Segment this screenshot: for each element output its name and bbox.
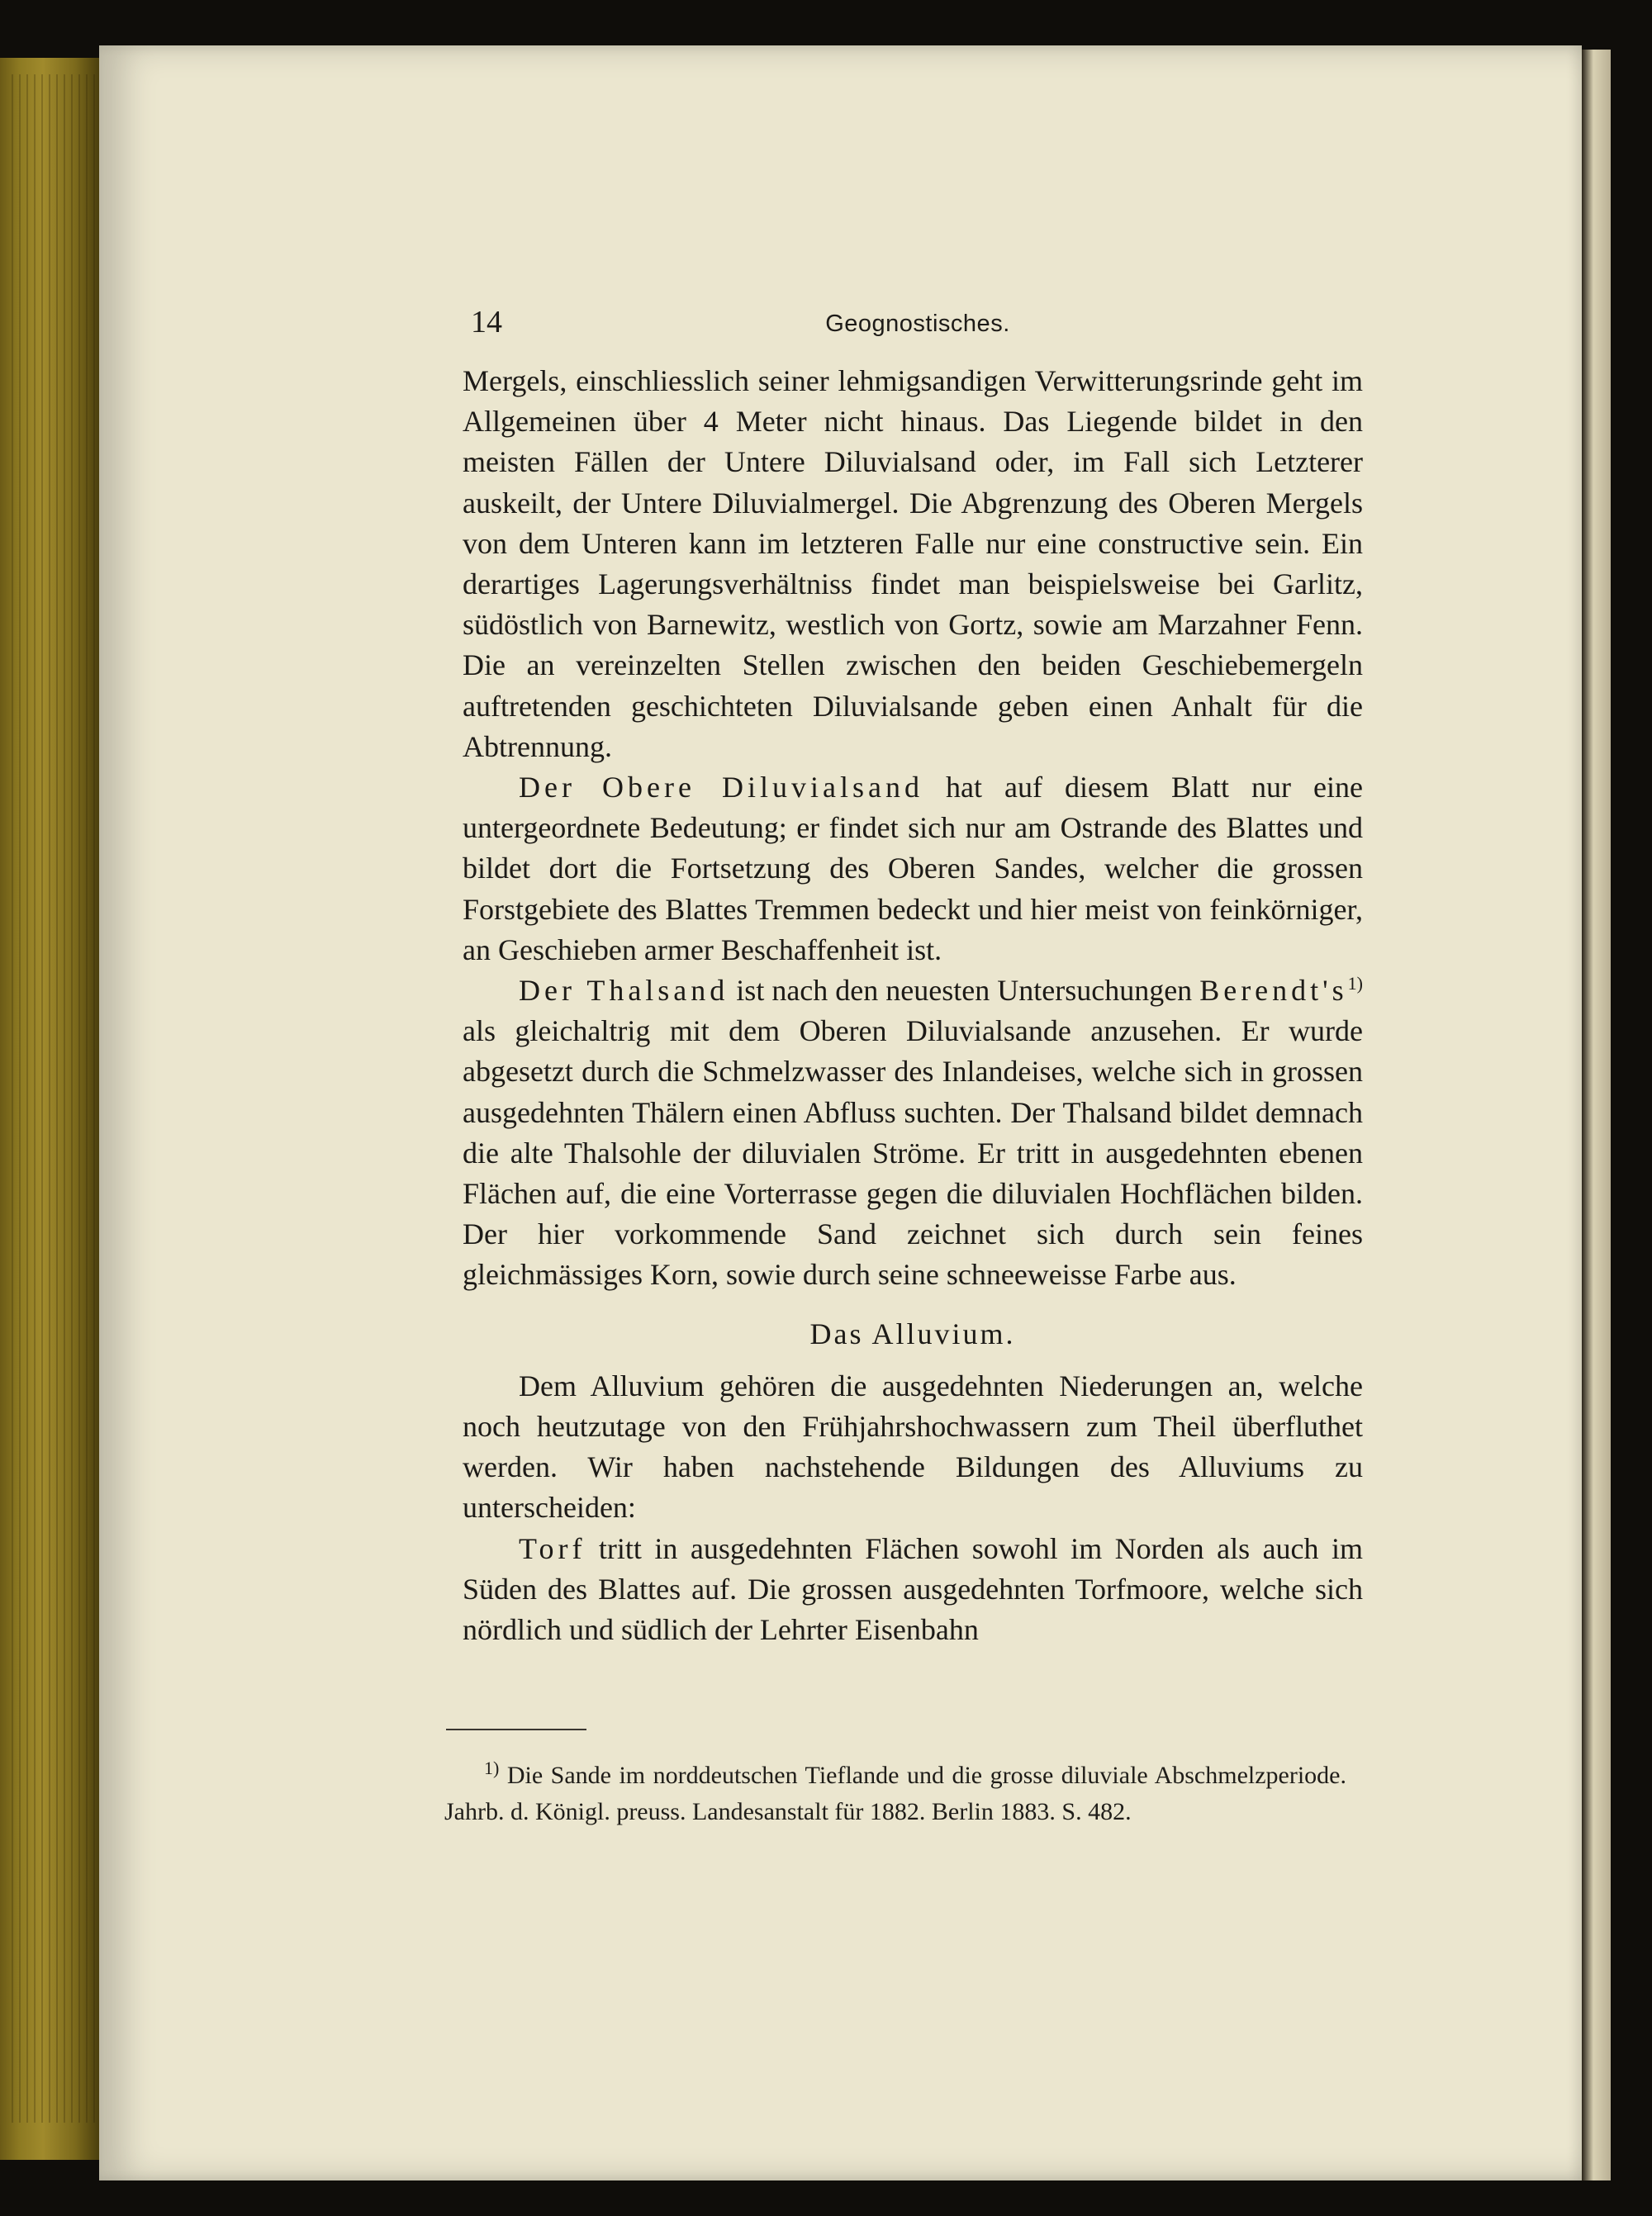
paragraph-thalsand-intro: ist nach den neuesten Untersuchungen — [729, 974, 1200, 1008]
footnote-marker: 1) — [484, 1758, 500, 1778]
paragraph-torf-text: tritt in ausgedehnten Flächen sowohl im Norden als auch im Süden des Blattes auf. Die grossen ausgedehnten Torfmoore, welche sich nördlich und südlich der Lehrter Eisenbahn — [463, 1531, 1363, 1647]
term-oberer-diluvialsand: Der Obere Diluvialsand — [519, 771, 923, 804]
paragraph-torf — [463, 1529, 1363, 1651]
paragraph-oberer-diluvialsand — [463, 767, 1363, 970]
term-torf: Torf — [519, 1531, 586, 1565]
paragraph-mergel: Mergels, einschliesslich seiner lehmigsandigen Verwitterungsrinde geht im Allgemeinen über 4 Meter nicht hinaus. Das Liegende bildet in den meisten Fällen der Untere Diluvialsand oder, im Fall sich Letzterer auskeilt, der Untere Diluvialmergel. Die Abgrenzung des Oberen Mergels von dem Unteren kann im letzteren Falle nur eine constructive sein. Ein derartiges Lagerungsverhältniss findet man beispielsweise bei Garlitz, südöstlich von Barnewitz, westlich von Gortz, sowie am Marzahner Fenn. Die an vereinzelten Stellen zwischen den beiden Geschiebemergeln auftretenden geschichteten Diluvialsande geben einen Anhalt für die Abtrennung. — [463, 364, 1363, 763]
footnote-text: Die Sande im norddeutschen Tieflande und die grosse diluviale Abschmelzperiode. Jahrb. d. Königl. preuss. Landesanstalt für 1882. Berlin 1883. S. 482. — [444, 1762, 1346, 1825]
page-edge-lines — [12, 74, 102, 2123]
paragraph-thalsand — [463, 970, 1363, 1296]
paragraph-alluvium: Dem Alluvium gehören die ausgedehnten Niederungen an, welche noch heutzutage von den Frühjahrshochwassern zum Theil überfluthet werden. Wir haben nachstehende Bildungen des Alluviums zu unterscheiden: — [463, 1369, 1363, 1525]
paragraph-thalsand-text: als gleichaltrig mit dem Oberen Diluvialsande anzusehen. Er wurde abgesetzt durch die Schmelzwasser des Inlandeises, welche sich in grossen ausgedehnten Thälern einen Abfluss suchten. Der Thalsand bildet demnach die alte Thalsohle der diluvialen Ströme. Er tritt in ausgedehnten ebenen Flächen auf, die eine Vorterrasse gegen die diluvialen Hochflächen bilden. Der hier vorkommende Sand zeichnet sich durch sein feines gleichmässiges Korn, sowie durch seine schneeweisse Farbe aus. — [463, 1014, 1363, 1292]
page-number: 14 — [471, 305, 502, 339]
footnote-rule — [446, 1729, 586, 1730]
running-title: Geognostisches. — [825, 311, 1010, 337]
author-berendt: Berendt's — [1199, 974, 1348, 1008]
footnote — [444, 1758, 1346, 1830]
footnote-reference: 1) — [1347, 973, 1363, 994]
section-heading-alluvium: Das Alluvium. — [809, 1317, 1016, 1350]
page-header — [471, 304, 1365, 340]
body-text — [463, 361, 1363, 1650]
term-thalsand: Der Thalsand — [519, 974, 729, 1008]
paragraph-oberer-diluvialsand-text: hat auf diesem Blatt nur eine untergeordnete Bedeutung; er findet sich nur am Ostrande des Blattes und bildet dort die Fortsetzung des Oberen Sandes, welcher die grossen Forstgebiete des Blattes Tremmen bedeckt und hier meist von feinkörniger, an Geschieben armer Beschaffenheit ist. — [463, 771, 1363, 966]
right-page-edge — [1582, 50, 1611, 2180]
